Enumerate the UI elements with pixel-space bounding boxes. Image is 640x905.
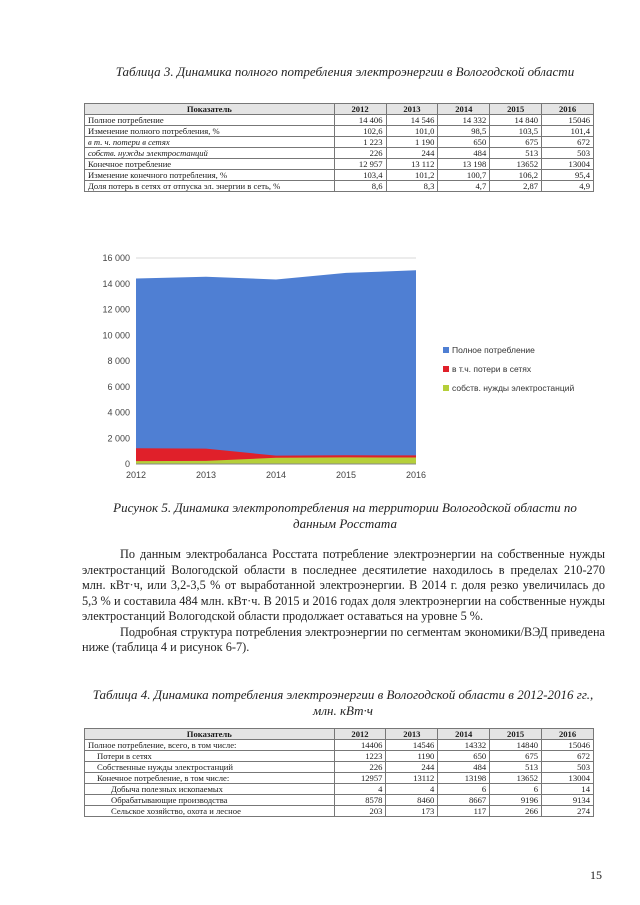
- table-cell: 14406: [334, 740, 386, 751]
- row-label: Потери в сетях: [85, 751, 335, 762]
- table-cell: 14 406: [334, 115, 386, 126]
- legend-entry-own-needs: [443, 383, 574, 393]
- table-cell: 503: [542, 148, 594, 159]
- table-cell: 203: [334, 806, 386, 817]
- table-row: [85, 181, 594, 192]
- paragraph-1: По данным электробаланса Росстата потребление электроэнергии на собственные нужды электростанций Вологодской области в последнее десятилетие находилось в пределах 210-270 млн. кВт·ч, или 3,2-3,5 % от выработанной электроэнергии. В 2014 г. доля резко увеличилась до 5,3 % и составила 484 млн. кВт·ч. В 2015 и 2016 годах доля электроэнергии на собственные нужды электростанций Вологодской области продолжает оставаться на уровне 5 %.: [82, 547, 605, 623]
- y-tick-label: 2 000: [107, 433, 130, 444]
- y-tick-label: 16 000: [102, 253, 130, 263]
- table-cell: 12 957: [334, 159, 386, 170]
- table-cell: 8667: [438, 795, 490, 806]
- table-cell: 13112: [386, 773, 438, 784]
- legend-label-own-needs: собств. нужды электростанций: [452, 383, 575, 393]
- table-header-cell: 2016: [542, 104, 594, 115]
- legend-swatch-own-needs: [443, 385, 449, 391]
- table-row: [85, 751, 594, 762]
- table-row: [85, 170, 594, 181]
- table-row: [85, 762, 594, 773]
- table-cell: 13652: [490, 773, 542, 784]
- table-cell: 14332: [438, 740, 490, 751]
- y-tick-label: 12 000: [102, 304, 130, 315]
- table-header-cell: 2015: [490, 729, 542, 740]
- table-cell: 173: [386, 806, 438, 817]
- table-cell: 484: [438, 762, 490, 773]
- table-cell: 103,4: [334, 170, 386, 181]
- table-row: [85, 115, 594, 126]
- x-tick-label: 2012: [125, 470, 147, 480]
- table-cell: 484: [438, 148, 490, 159]
- table4-caption: Таблица 4. Динамика потребления электроэнергии в Вологодской области в 2012-2016 гг., млн. кВт·ч: [92, 687, 594, 718]
- x-tick-label: 2015: [335, 470, 357, 480]
- row-label: Полное потребление: [85, 115, 335, 126]
- table-cell: 244: [386, 148, 438, 159]
- table-header-cell: 2015: [490, 104, 542, 115]
- table-cell: 14840: [490, 740, 542, 751]
- table-row: [85, 806, 594, 817]
- row-label: Добыча полезных ископаемых: [85, 784, 335, 795]
- table-row: [85, 773, 594, 784]
- table-header-cell: 2016: [542, 729, 594, 740]
- table-cell: 672: [542, 751, 594, 762]
- table-header-cell: Показатель: [85, 729, 335, 740]
- table-row: [85, 784, 594, 795]
- table-cell: 6: [490, 784, 542, 795]
- x-tick-label: 2016: [405, 470, 427, 480]
- table-cell: 6: [438, 784, 490, 795]
- table-cell: 8460: [386, 795, 438, 806]
- row-label: Собственные нужды электростанций: [85, 762, 335, 773]
- row-label: Сельское хозяйство, охота и лесное: [85, 806, 335, 817]
- table-header-cell: 2012: [334, 729, 386, 740]
- table-cell: 8578: [334, 795, 386, 806]
- table-row: [85, 148, 594, 159]
- table-cell: 14 332: [438, 115, 490, 126]
- row-label: Конечное потребление: [85, 159, 335, 170]
- table-cell: 102,6: [334, 126, 386, 137]
- table-cell: 503: [542, 762, 594, 773]
- table-cell: 14 840: [490, 115, 542, 126]
- row-label: в т. ч. потери в сетях: [85, 137, 335, 148]
- legend-entry-losses: [443, 364, 531, 374]
- x-tick-label: 2014: [265, 470, 287, 480]
- table-cell: 650: [438, 137, 490, 148]
- table-header-cell: 2013: [386, 104, 438, 115]
- table-row: [85, 137, 594, 148]
- table-cell: 274: [542, 806, 594, 817]
- table-cell: 226: [334, 762, 386, 773]
- paragraph-2: Подробная структура потребления электроэнергии по сегментам экономики/ВЭД приведена ниже (таблица 4 и рисунок 6-7).: [82, 624, 605, 654]
- table-cell: 14: [542, 784, 594, 795]
- row-label: Полное потребление, всего, в том числе:: [85, 740, 335, 751]
- table3-caption: Таблица 3. Динамика полного потребления электроэнергии в Вологодской области: [115, 64, 575, 79]
- page-number: 15: [590, 868, 602, 882]
- table-cell: 98,5: [438, 126, 490, 137]
- table-row: [85, 159, 594, 170]
- table-header-cell: 2013: [386, 729, 438, 740]
- table-cell: 100,7: [438, 170, 490, 181]
- table-cell: 106,2: [490, 170, 542, 181]
- table-cell: 103,5: [490, 126, 542, 137]
- table-cell: 13198: [438, 773, 490, 784]
- table3: [84, 103, 594, 192]
- table-cell: 95,4: [542, 170, 594, 181]
- table-cell: 14546: [386, 740, 438, 751]
- y-tick-label: 14 000: [102, 278, 130, 289]
- table-header-cell: 2014: [438, 729, 490, 740]
- table-cell: 675: [490, 751, 542, 762]
- table-cell: 1 190: [386, 137, 438, 148]
- table-cell: 13652: [490, 159, 542, 170]
- y-tick-label: 8 000: [107, 356, 130, 366]
- table-cell: 15046: [542, 115, 594, 126]
- table-cell: 226: [334, 148, 386, 159]
- table-cell: 13004: [542, 773, 594, 784]
- table-cell: 2,87: [490, 181, 542, 192]
- legend-label-total: Полное потребление: [452, 345, 535, 355]
- table-cell: 513: [490, 762, 542, 773]
- table-row: [85, 126, 594, 137]
- table-cell: 1190: [386, 751, 438, 762]
- table-cell: 4: [334, 784, 386, 795]
- table-cell: 1 223: [334, 137, 386, 148]
- table-cell: 4,9: [542, 181, 594, 192]
- table-cell: 101,4: [542, 126, 594, 137]
- row-label: Конечное потребление, в том числе:: [85, 773, 335, 784]
- table-row: [85, 740, 594, 751]
- table-cell: 12957: [334, 773, 386, 784]
- row-label: Обрабатывающие производства: [85, 795, 335, 806]
- table-cell: 15046: [542, 740, 594, 751]
- table-cell: 672: [542, 137, 594, 148]
- table-cell: 4: [386, 784, 438, 795]
- table-cell: 266: [490, 806, 542, 817]
- table-header-cell: 2014: [438, 104, 490, 115]
- table-cell: 101,2: [386, 170, 438, 181]
- x-tick-label: 2013: [195, 470, 217, 480]
- table-row: [85, 795, 594, 806]
- legend-label-losses: в т.ч. потери в сетях: [452, 364, 532, 374]
- row-label: Изменение полного потребления, %: [85, 126, 335, 137]
- y-tick-label: 10 000: [102, 330, 130, 341]
- row-label: Доля потерь в сетях от отпуска эл. энергии в сеть, %: [85, 181, 335, 192]
- table-cell: 9134: [542, 795, 594, 806]
- row-label: собств. нужды электростанций: [85, 148, 335, 159]
- table-cell: 14 546: [386, 115, 438, 126]
- table-cell: 101,0: [386, 126, 438, 137]
- table-header-cell: 2012: [334, 104, 386, 115]
- legend-swatch-losses: [443, 366, 449, 372]
- legend-swatch-total: [443, 347, 449, 353]
- table-header-cell: Показатель: [85, 104, 335, 115]
- legend-entry-total: [443, 345, 535, 355]
- y-tick-label: 6 000: [107, 381, 130, 392]
- figure5-caption: Рисунок 5. Динамика электропотребления на территории Вологодской области по данным Росстата: [113, 500, 577, 531]
- table-cell: 13004: [542, 159, 594, 170]
- y-tick-label: 4 000: [107, 407, 130, 418]
- table-cell: 513: [490, 148, 542, 159]
- table4: [84, 728, 594, 817]
- area-total: [136, 270, 416, 464]
- table-cell: 4,7: [438, 181, 490, 192]
- y-tick-label: 0: [124, 459, 130, 469]
- table-cell: 9196: [490, 795, 542, 806]
- table-cell: 117: [438, 806, 490, 817]
- table-cell: 244: [386, 762, 438, 773]
- table-cell: 675: [490, 137, 542, 148]
- row-label: Изменение конечного потребления, %: [85, 170, 335, 181]
- table-cell: 650: [438, 751, 490, 762]
- table-cell: 8,3: [386, 181, 438, 192]
- table-cell: 1223: [334, 751, 386, 762]
- table-cell: 13 112: [386, 159, 438, 170]
- table-cell: 8,6: [334, 181, 386, 192]
- table-cell: 13 198: [438, 159, 490, 170]
- body-text: [82, 547, 605, 656]
